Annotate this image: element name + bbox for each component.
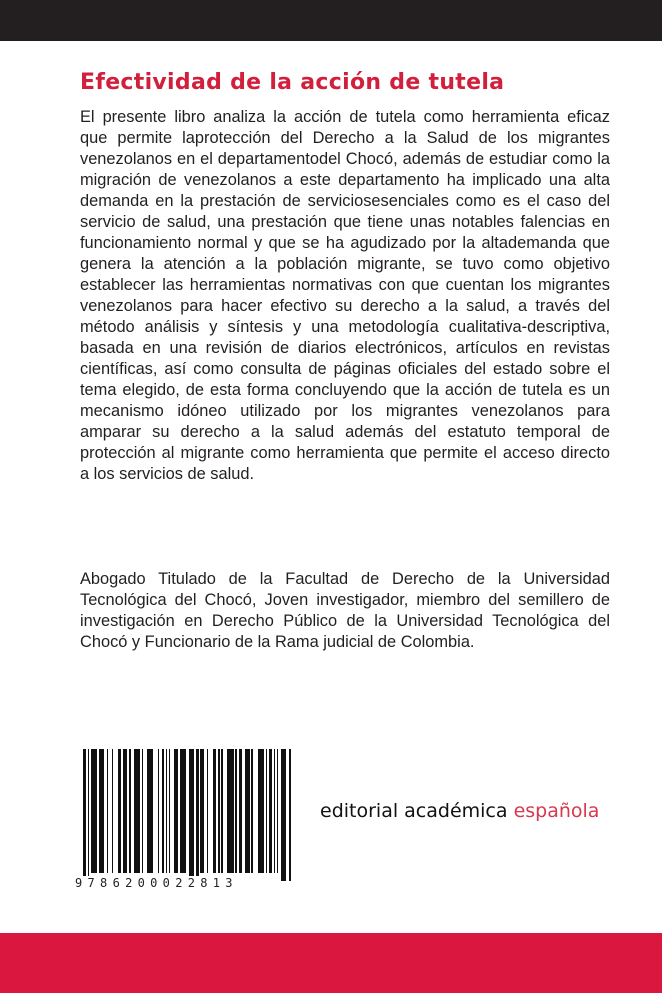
book-description xyxy=(80,107,610,485)
barcode-bar xyxy=(162,749,164,873)
barcode-bar xyxy=(147,749,153,873)
barcode-bar xyxy=(277,749,279,873)
isbn-number xyxy=(75,876,305,890)
text-line: Chocó y Funcionario de la Rama judicial de Colombia. xyxy=(80,633,475,651)
barcode-bar xyxy=(91,749,97,873)
top-bar xyxy=(0,0,662,41)
author-bio xyxy=(80,569,610,653)
barcode-bar xyxy=(123,749,128,873)
text-line: investigación en Derecho Público de la Universidad Tecnológica del xyxy=(80,612,610,630)
barcode-bar xyxy=(118,749,121,873)
barcode-bar xyxy=(134,749,140,873)
text-line: basada en una revisión de diarios electrónicos, artículos en revistas xyxy=(80,339,610,357)
barcode-bar xyxy=(239,749,242,873)
barcode-bar xyxy=(189,749,194,881)
barcode-bar xyxy=(281,749,286,881)
text-line: método análisis y síntesis y una metodología cualitativa-descriptiva, xyxy=(80,318,610,336)
text-line: establecer las herramientas normativas con que cuentan los migrantes xyxy=(80,276,610,294)
text-line: migración de venezolanos a este departamento ha implicado una alta xyxy=(80,171,610,189)
barcode-bar xyxy=(166,749,168,873)
text-line: que permite laprotección del Derecho a la Salud de los migrantes xyxy=(80,129,610,147)
barcode-bar xyxy=(99,749,104,873)
isbn-text: 9786200022813 xyxy=(75,876,238,890)
barcode-bar xyxy=(129,749,131,873)
barcode-bar xyxy=(112,749,114,873)
barcode-bar xyxy=(142,749,144,873)
isbn-barcode xyxy=(83,749,291,881)
publisher-main: editorial académica xyxy=(320,800,508,822)
barcode-bar xyxy=(107,749,109,873)
barcode-bar xyxy=(221,749,223,873)
barcode-bar xyxy=(207,749,209,873)
barcode-bar xyxy=(200,749,203,873)
barcode-bar xyxy=(169,749,171,873)
text-line: demanda en la prestación de serviciosesenciales como es el caso del xyxy=(80,192,610,210)
text-line: amparar su derecho a la salud además del estatuto temporal de xyxy=(80,423,610,441)
text-line: servicio de salud, una prestación que tiene unas notables falencias en xyxy=(80,213,610,231)
text-line: genera la atención a la población migrante, se tuvo como objetivo xyxy=(80,255,610,273)
text-line: Abogado Titulado de la Facultad de Derecho de la Universidad xyxy=(80,570,610,588)
barcode-bar xyxy=(251,749,253,873)
barcode-bar xyxy=(158,749,160,873)
barcode-bar xyxy=(289,749,291,881)
barcode-bar xyxy=(258,749,264,873)
barcode-bar xyxy=(180,749,186,873)
text-line: a los servicios de salud. xyxy=(80,465,255,483)
barcode-bar xyxy=(245,749,250,873)
bottom-bar xyxy=(0,933,662,993)
text-line: protección al migrante como herramienta que permite el acceso directo xyxy=(80,444,610,462)
barcode-bar xyxy=(235,749,237,873)
barcode-bar xyxy=(227,749,233,873)
publisher-logo xyxy=(320,800,599,822)
text-line: tema elegido, de esta forma concluyendo que la acción de tutela es un xyxy=(80,381,610,399)
text-line: científicas, así como consulta de páginas oficiales del estado sobre el xyxy=(80,360,610,378)
publisher-accent: española xyxy=(513,800,600,822)
text-line: funcionamiento normal y que se ha agudizado por la altademanda que xyxy=(80,234,610,252)
barcode-bar xyxy=(269,749,272,873)
barcode-bar xyxy=(218,749,220,873)
barcode-bar xyxy=(196,749,199,881)
barcode-bar xyxy=(213,749,216,873)
book-title: Efectividad de la acción de tutela xyxy=(80,70,505,95)
text-line: Tecnológica del Chocó, Joven investigador, miembro del semillero de xyxy=(80,591,610,609)
barcode-bar xyxy=(274,749,276,873)
text-line: mecanismo idóneo utilizado por los migrantes venezolanos para xyxy=(80,402,610,420)
barcode-bar xyxy=(88,749,90,881)
text-line: venezolanos para hacer efectivo su derecho a la salud, a través del xyxy=(80,297,610,315)
barcode-bar xyxy=(174,749,179,873)
text-line: venezolanos en el departamentodel Chocó, además de estudiar como la xyxy=(80,150,610,168)
barcode-bar xyxy=(266,749,268,873)
text-line: El presente libro analiza la acción de tutela como herramienta eficaz xyxy=(80,108,610,126)
barcode-bar xyxy=(83,749,86,881)
